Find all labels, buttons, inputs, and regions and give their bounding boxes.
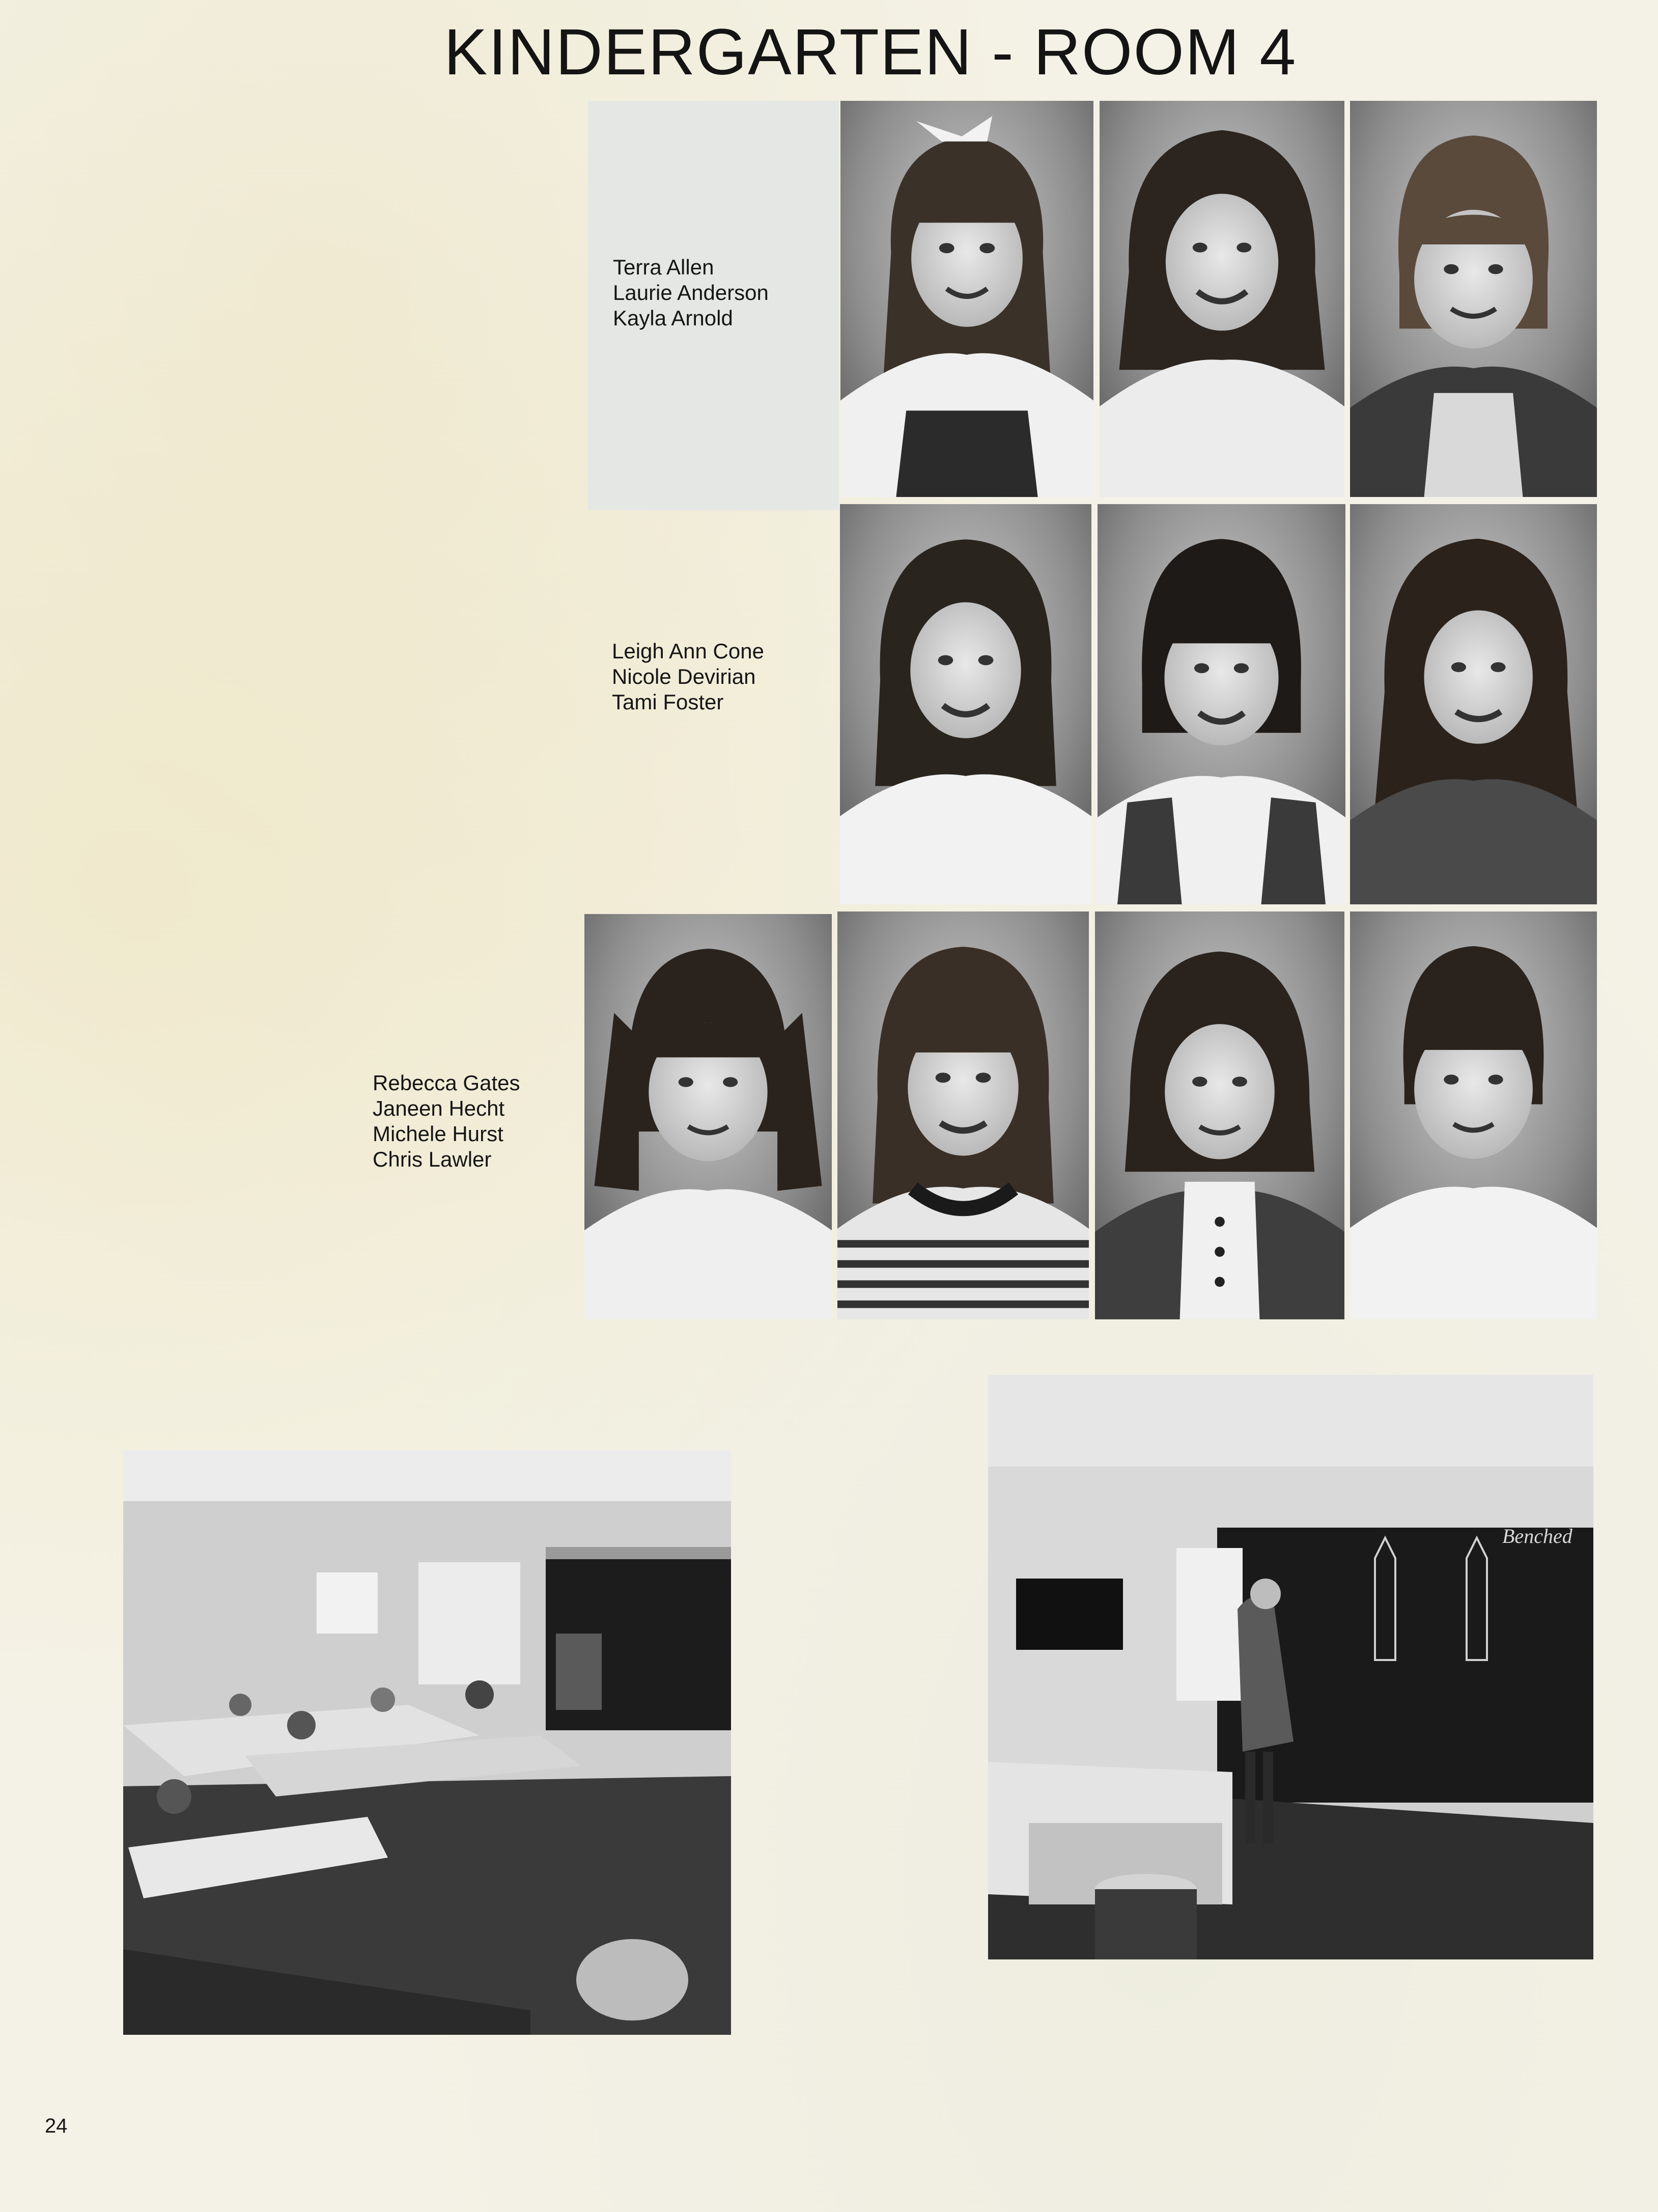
student-name: Kayla Arnold	[613, 306, 733, 330]
page-number: 24	[45, 2115, 68, 2137]
student-name: Tami Foster	[612, 690, 724, 714]
student-portrait	[1350, 504, 1597, 904]
student-portrait	[1350, 101, 1597, 497]
student-name: Terra Allen	[613, 255, 714, 279]
student-portrait	[1100, 101, 1344, 497]
name-caption-row-3	[373, 1070, 520, 1172]
student-portrait	[1095, 911, 1344, 1319]
student-portrait	[1350, 911, 1597, 1319]
student-name: Laurie Anderson	[613, 281, 769, 305]
page-header	[0, 14, 1658, 91]
chalkboard-text: Benched	[1502, 1525, 1572, 1547]
student-portrait	[840, 101, 1093, 497]
name-caption-row-2	[612, 639, 764, 715]
classroom-photo	[123, 1450, 731, 2035]
student-name: Rebecca Gates	[373, 1071, 520, 1095]
student-portrait	[584, 914, 832, 1319]
page-title: KINDERGARTEN - ROOM 4	[444, 16, 1297, 89]
student-name: Chris Lawler	[373, 1147, 492, 1171]
name-caption-row-1	[613, 255, 769, 331]
student-portrait	[840, 504, 1091, 904]
student-name: Michele Hurst	[373, 1122, 503, 1146]
student-name: Leigh Ann Cone	[612, 639, 764, 663]
student-portrait	[837, 911, 1089, 1319]
student-name: Nicole Devirian	[612, 665, 756, 688]
student-name: Janeen Hecht	[373, 1096, 505, 1120]
teacher-chalkboard-photo	[988, 1375, 1593, 1959]
student-portrait	[1098, 504, 1345, 904]
